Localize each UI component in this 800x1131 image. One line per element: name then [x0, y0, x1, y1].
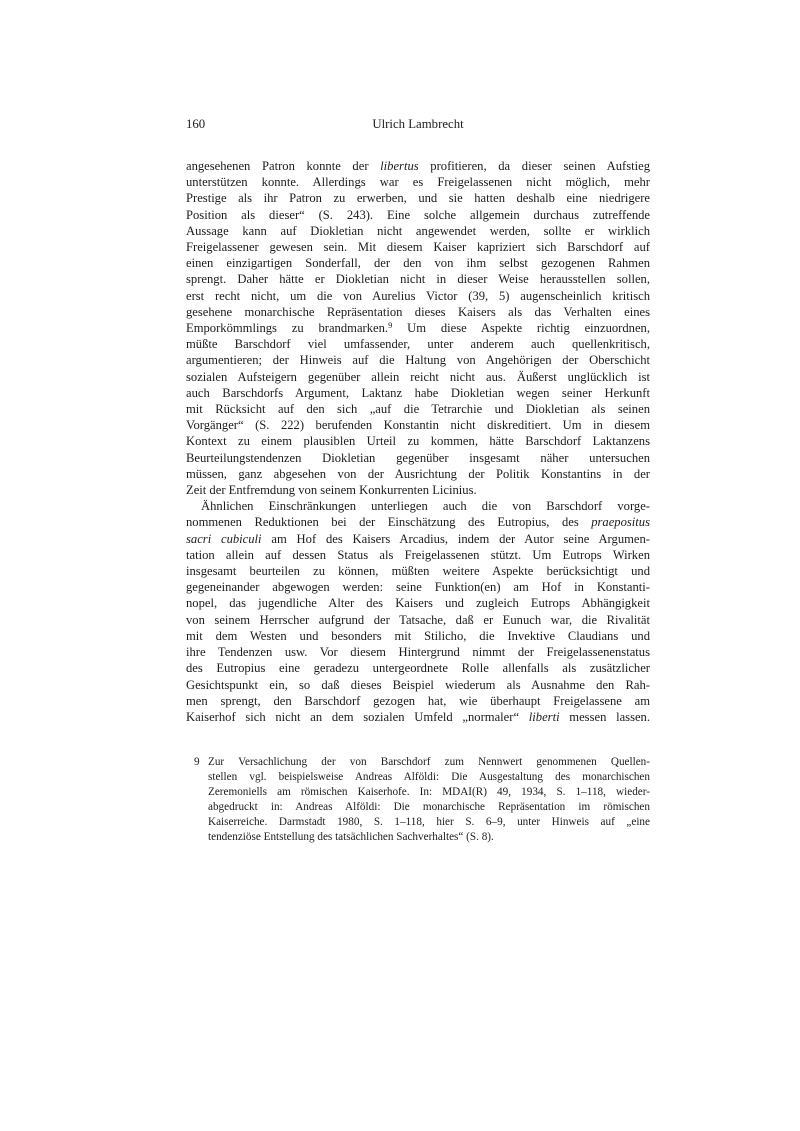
page-number: 160 — [186, 117, 206, 131]
text-line — [186, 158, 650, 174]
text-segment: von seinem Herrscher aufgrund der Tatsache, daß er Eunuch war, die Rivalität — [186, 612, 650, 627]
text-segment: ihre Tendenzen usw. Vor diesem Hintergrund nimmt der Freigelassenenstatus — [186, 645, 650, 660]
text-segment: sozialen Aufsteigern gegenüber allein reicht nicht aus. Äußerst unglücklich ist — [186, 369, 650, 384]
text-segment: gesehene monarchische Repräsentation dieses Kaisers als das Verhalten eines — [186, 304, 650, 319]
footnote-lines — [208, 755, 650, 845]
text-line — [186, 288, 650, 304]
text-segment: unterstützen konnte. Allerdings war es Freigelassenen nicht möglich, mehr — [186, 175, 650, 190]
text-line — [208, 800, 650, 815]
text-segment: Aussage kann auf Diokletian nicht angewendet werden, sollte er wirklich — [186, 223, 650, 238]
text-line — [186, 174, 650, 190]
text-line — [186, 498, 650, 514]
text-line — [186, 563, 650, 579]
text-segment: sprengt. Daher hätte er Diokletian nicht in dieser Weise herausstellen sollen, — [186, 272, 650, 287]
text-line — [186, 677, 650, 693]
text-line — [208, 785, 650, 800]
italic-term: liberti — [528, 709, 560, 724]
text-line — [186, 514, 650, 530]
text-line — [186, 271, 650, 287]
text-line — [186, 433, 650, 449]
text-segment: argumentieren; der Hinweis auf die Haltung von Angehörigen der Oberschicht — [186, 353, 650, 368]
italic-term: libertus — [380, 159, 419, 173]
text-line — [186, 579, 650, 595]
text-segment: tation allein auf dessen Status als Freigelassenen stützt. Um Eutrops Wirken — [186, 547, 650, 562]
page-header — [186, 117, 650, 132]
text-segment: am Hof des Kaisers Arcadius, indem der Autor seine Argumen- — [261, 531, 650, 546]
text-segment: profitieren, da dieser seinen Aufstieg — [418, 159, 650, 173]
text-line — [186, 595, 650, 611]
text-line — [186, 450, 650, 466]
text-segment: mit dem Westen und besonders mit Stilicho, die Invektive Claudians und — [186, 628, 650, 643]
text-segment: auch Barschdorfs Argument, Laktanz habe Diokletian wegen seiner Herkunft — [186, 385, 650, 400]
running-title: Ulrich Lambrecht — [372, 117, 464, 131]
italic-term: sacri cubiculi — [186, 531, 262, 546]
text-line — [186, 190, 650, 206]
text-segment: gegeneinander abgewogen werden: seine Funktion(en) am Hof in Konstanti- — [186, 580, 650, 595]
text-line — [186, 207, 650, 223]
text-segment: des Eutropius eine geradezu untergeordnete Rolle allenfalls als zusätzlicher — [186, 661, 650, 676]
text-segment: Zeremoniells am römischen Kaiserhofe. In: MDAI(R) 49, 1934, S. 1–118, wieder- — [208, 786, 650, 799]
footnote-marker: 9 — [388, 319, 393, 330]
text-line — [186, 466, 650, 482]
text-line — [186, 385, 650, 401]
text-segment: Beurteilungstendenzen Diokletian gegenüber insgesamt näher untersuchen — [186, 450, 650, 465]
text-line — [186, 352, 650, 368]
text-segment: Gesichtspunkt ein, so daß dieses Beispiel wiederum als Ausnahme den Rah- — [186, 677, 650, 692]
text-segment: Vorgänger“ (S. 222) berufenden Konstantin nicht diskreditiert. Um in diesem — [186, 418, 650, 433]
text-segment: Emporkömmlings zu brandmarken. — [186, 321, 389, 336]
text-segment: men sprengt, den Barschdorf gezogen hat, wie überhaupt Freigelassene am — [186, 693, 650, 708]
text-segment: müßte Barschdorf viel umfassender, unter anderem auch quellenkritisch, — [186, 337, 650, 352]
paragraph — [186, 158, 650, 498]
text-segment: müssen, ganz abgesehen von der Ausrichtung der Politik Konstantins in der — [186, 466, 650, 481]
text-segment: messen lassen. — [559, 709, 651, 724]
text-segment: erst recht nicht, um die von Aurelius Victor (39, 5) augenscheinlich kritisch — [186, 288, 650, 303]
paragraph — [186, 498, 650, 725]
text-segment: Zur Versachlichung der von Barschdorf zum Nennwert genommenen Quellen- — [208, 756, 650, 768]
text-line — [186, 401, 650, 417]
text-segment: insgesamt beurteilen zu können, müßten weitere Aspekte berücksichtigt und — [186, 564, 650, 579]
text-segment: Kaiserhof sich nicht an dem sozialen Umfeld „normaler“ — [186, 709, 529, 724]
footnote-number: 9 — [194, 756, 200, 768]
text-segment: nommenen Reduktionen bei der Einschätzung des Eutropius, des — [186, 515, 592, 530]
text-line — [186, 547, 650, 563]
text-line — [186, 304, 650, 320]
text-line — [208, 815, 650, 830]
text-line — [186, 255, 650, 271]
text-segment: abgedruckt in: Andreas Alföldi: Die monarchische Repräsentation im römischen — [208, 801, 650, 814]
text-segment: Kaiserreiche. Darmstadt 1980, S. 1–118, hier S. 6–9, unter Hinweis auf „eine — [208, 816, 650, 829]
text-segment: angesehenen Patron konnte der — [186, 159, 381, 173]
text-line — [186, 709, 650, 725]
text-segment: Zeit der Entfremdung von seinem Konkurrenten Licinius. — [186, 483, 477, 498]
text-line — [186, 482, 650, 498]
text-line — [208, 770, 650, 785]
text-segment: Position als dieser“ (S. 243). Eine solche allgemein durchaus zutreffende — [186, 207, 650, 222]
text-segment: Um diese Aspekte richtig einzuordnen, — [392, 321, 650, 336]
text-line — [186, 369, 650, 385]
text-line — [186, 239, 650, 255]
text-line — [208, 830, 650, 845]
text-segment: Ähnlichen Einschränkungen unterliegen auch die von Barschdorf vorge- — [201, 499, 650, 514]
text-segment: Prestige als ihr Patron zu erwerben, und sie hatten deshalb eine niedrigere — [186, 191, 650, 206]
text-segment: mit Rücksicht auf den sich „auf die Tetrarchie und Diokletian als seinen — [186, 402, 650, 417]
italic-term: praepositus — [591, 515, 650, 530]
text-line — [208, 755, 650, 770]
text-line — [186, 660, 650, 676]
text-line — [186, 320, 650, 336]
text-line — [186, 693, 650, 709]
text-segment: nopel, das jugendliche Alter des Kaisers und zugleich Eutrops Abhängigkeit — [186, 596, 650, 611]
text-segment: einen einzigartigen Sonderfall, der den von ihm selbst gezogenen Rahmen — [186, 256, 650, 271]
body-text — [186, 158, 650, 725]
footnote — [186, 755, 650, 845]
text-segment: Kontext zu einem plausiblen Urteil zu kommen, hätte Barschdorf Laktanzens — [186, 434, 650, 449]
text-segment: Freigelassener gewesen sein. Mit diesem Kaiser kapriziert sich Barschdorf auf — [186, 240, 650, 255]
text-segment: stellen vgl. beispielsweise Andreas Alföldi: Die Ausgestaltung des monarchischen — [208, 771, 650, 784]
text-segment: tendenziöse Entstellung des tatsächlichen Sachverhaltes“ (S. 8). — [208, 831, 494, 844]
text-line — [186, 336, 650, 352]
text-line — [186, 628, 650, 644]
text-line — [186, 417, 650, 433]
text-line — [186, 531, 650, 547]
text-line — [186, 612, 650, 628]
text-line — [186, 223, 650, 239]
text-line — [186, 644, 650, 660]
